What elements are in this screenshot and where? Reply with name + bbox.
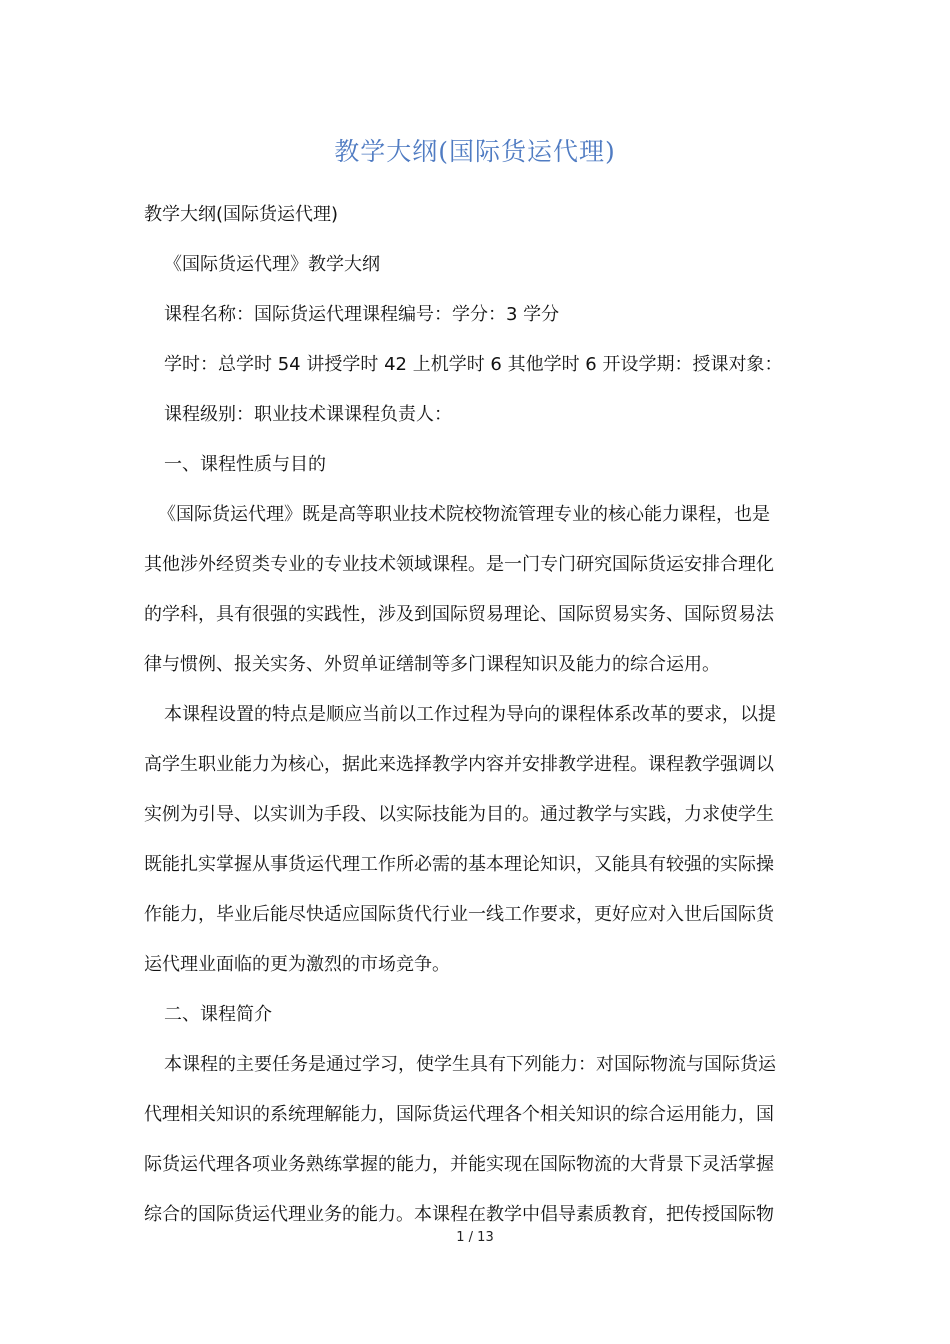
text-line: 综合的国际货运代理业务的能力。本课程在教学中倡导素质教育，把传授国际物 <box>144 1204 774 1225</box>
text-line: 代理相关知识的系统理解能力，国际货运代理各个相关知识的综合运用能力，国 <box>144 1104 774 1125</box>
text-line: 教学大纲(国际货运代理) <box>144 204 339 225</box>
text-line: 其他涉外经贸类专业的专业技术领域课程。是一门专门研究国际货运安排合理化 <box>144 554 774 575</box>
document-title: 教学大纲(国际货运代理) <box>334 137 616 166</box>
page-number: 1 / 13 <box>456 1230 494 1245</box>
text-line: 实例为引导、以实训为手段、以实际技能为目的。通过教学与实践，力求使学生 <box>144 804 774 825</box>
text-line: 《国际货运代理》既是高等职业技术院校物流管理专业的核心能力课程，也是 <box>158 504 770 525</box>
section-heading: 一、课程性质与目的 <box>164 454 326 475</box>
text-line: 本课程设置的特点是顺应当前以工作过程为导向的课程体系改革的要求，以提 <box>164 704 776 725</box>
text-line: 既能扎实掌握从事货运代理工作所必需的基本理论知识，又能具有较强的实际操 <box>144 854 774 875</box>
text-line: 律与惯例、报关实务、外贸单证缮制等多门课程知识及能力的综合运用。 <box>144 654 720 675</box>
text-line: 本课程的主要任务是通过学习，使学生具有下列能力：对国际物流与国际货运 <box>164 1054 776 1075</box>
document-body <box>144 190 808 1240</box>
text-line: 作能力，毕业后能尽快适应国际货代行业一线工作要求，更好应对入世后国际货 <box>144 904 774 925</box>
text-line: 课程级别：职业技术课课程负责人： <box>164 404 452 425</box>
text-line: 高学生职业能力为核心，据此来选择教学内容并安排教学进程。课程教学强调以 <box>144 754 774 775</box>
section-heading: 二、课程简介 <box>164 1004 272 1025</box>
text-line: 运代理业面临的更为激烈的市场竞争。 <box>144 954 450 975</box>
text-line: 际货运代理各项业务熟练掌握的能力，并能实现在国际物流的大背景下灵活掌握 <box>144 1154 774 1175</box>
text-line: 的学科，具有很强的实践性，涉及到国际贸易理论、国际贸易实务、国际贸易法 <box>144 604 774 625</box>
text-line: 学时：总学时 54 讲授学时 42 上机学时 6 其他学时 6 开设学期：授课对象： <box>164 354 783 375</box>
text-line: 课程名称：国际货运代理课程编号：学分：3 学分 <box>164 304 560 325</box>
text-line: 《国际货运代理》教学大纲 <box>164 254 380 275</box>
